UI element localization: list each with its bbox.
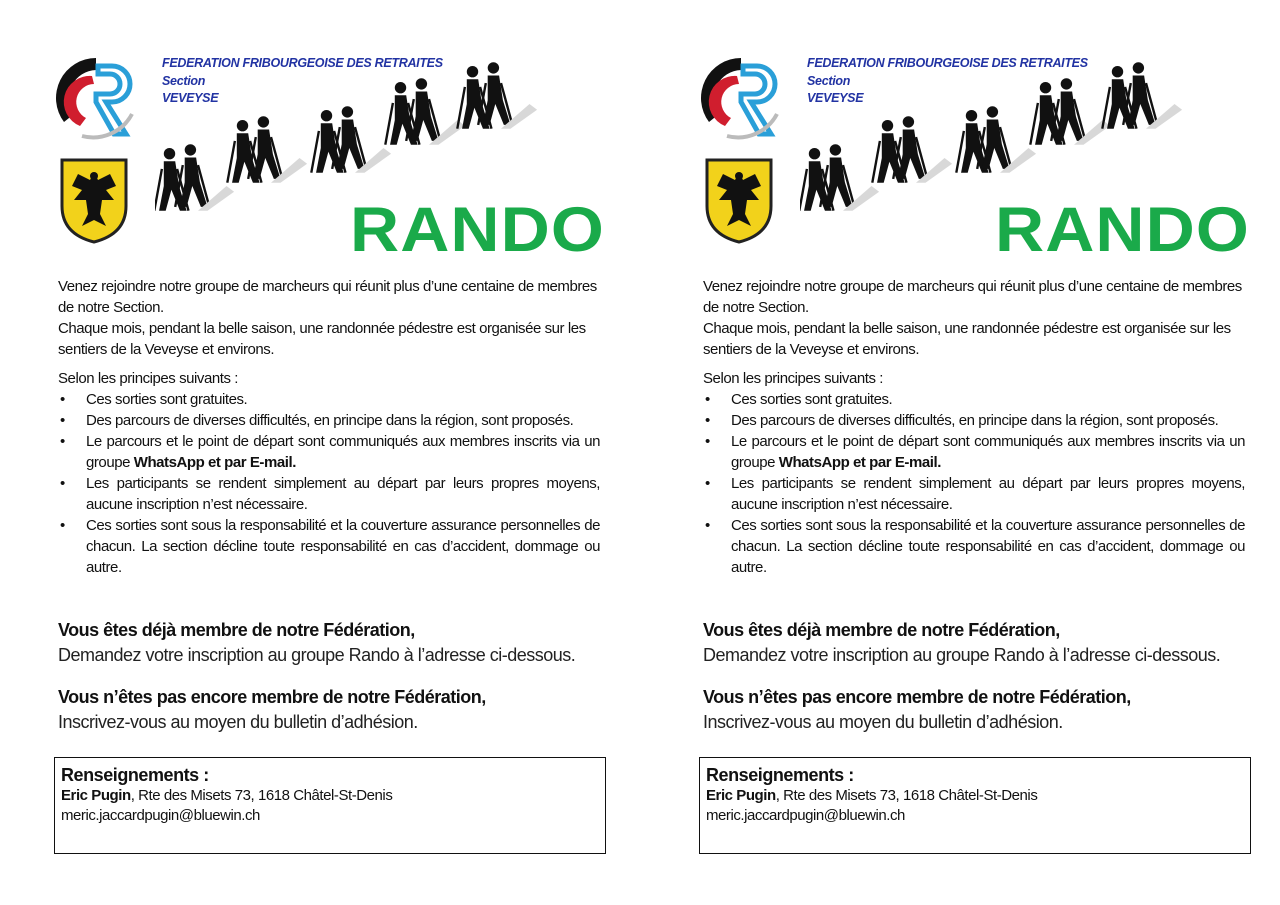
principles-intro: Selon les principes suivants :	[703, 370, 883, 387]
principles-intro: Selon les principes suivants :	[58, 370, 238, 387]
bullet-icon: •	[705, 391, 710, 408]
contact-box	[54, 757, 606, 854]
principle-text: Le parcours et le point de départ sont communiqués aux membres inscrits via un groupe	[731, 433, 1245, 471]
fr-logo-icon	[52, 52, 140, 144]
eagle-crest-icon	[58, 156, 130, 244]
contact-address	[706, 786, 1244, 806]
principles-list	[703, 389, 1245, 578]
flyer-right	[695, 0, 1255, 905]
bullet-icon: •	[60, 433, 65, 450]
intro-paragraph-2: Chaque mois, pendant la belle saison, une randonnée pédestre est organisée sur les sentiers de la Veveyse et environs.	[58, 320, 586, 358]
federation-section-label: Section	[162, 73, 206, 88]
bullet-icon: •	[60, 517, 65, 534]
nonmember-heading: Vous n’êtes pas encore membre de notre Fédération,	[58, 687, 486, 707]
principle-item	[703, 473, 1245, 515]
federation-section-label: Section	[807, 73, 851, 88]
intro-text	[703, 276, 1245, 578]
intro-paragraph-2: Chaque mois, pendant la belle saison, une randonnée pédestre est organisée sur les sentiers de la Veveyse et environs.	[703, 320, 1231, 358]
principle-text: Les participants se rendent simplement au départ par leurs propres moyens, aucune inscription n’est nécessaire.	[86, 475, 600, 513]
bullet-icon: •	[705, 433, 710, 450]
principle-item	[703, 389, 1245, 410]
contact-title: Renseignements :	[706, 765, 854, 785]
rando-banner: RANDO	[350, 195, 605, 265]
contact-address	[61, 786, 599, 806]
principle-item	[58, 473, 600, 515]
principle-bold-text: WhatsApp et par E-mail.	[133, 454, 296, 471]
rando-banner: RANDO	[995, 195, 1250, 265]
contact-name: Eric Pugin	[61, 787, 131, 804]
bullet-icon: •	[705, 475, 710, 492]
federation-section-name: VEVEYSE	[162, 91, 219, 105]
federation-name: FEDERATION FRIBOURGEOISE DES RETRAITES	[162, 56, 443, 70]
federation-name: FEDERATION FRIBOURGEOISE DES RETRAITES	[807, 56, 1088, 70]
principle-text: Ces sorties sont sous la responsabilité et la couverture assurance personnelles de chacun. La section décline toute responsabilité en cas d’accident, dommage ou autre.	[86, 517, 600, 576]
intro-text	[58, 276, 600, 578]
principle-item	[58, 515, 600, 578]
principle-item	[58, 431, 600, 473]
contact-street: , Rte des Misets 73, 1618 Châtel-St-Denis	[775, 787, 1038, 804]
contact-title: Renseignements :	[61, 765, 209, 785]
nonmember-text: Inscrivez-vous au moyen du bulletin d’adhésion.	[703, 712, 1063, 732]
bullet-icon: •	[705, 517, 710, 534]
principle-text: Les participants se rendent simplement au départ par leurs propres moyens, aucune inscription n’est nécessaire.	[731, 475, 1245, 513]
member-section	[58, 618, 618, 668]
principle-item	[703, 515, 1245, 578]
federation-section-name: VEVEYSE	[807, 91, 864, 105]
principle-text: Ces sorties sont sous la responsabilité et la couverture assurance personnelles de chacun. La section décline toute responsabilité en cas d’accident, dommage ou autre.	[731, 517, 1245, 576]
principle-item	[58, 410, 600, 431]
principles-list	[58, 389, 600, 578]
principle-text: Des parcours de diverses difficultés, en principe dans la région, sont proposés.	[731, 412, 1219, 429]
eagle-crest-icon	[703, 156, 775, 244]
member-text: Demandez votre inscription au groupe Rando à l’adresse ci-dessous.	[58, 645, 576, 665]
principle-item	[703, 410, 1245, 431]
principle-text: Ces sorties sont gratuites.	[86, 391, 248, 408]
member-text: Demandez votre inscription au groupe Rando à l’adresse ci-dessous.	[703, 645, 1221, 665]
nonmember-text: Inscrivez-vous au moyen du bulletin d’adhésion.	[58, 712, 418, 732]
member-heading: Vous êtes déjà membre de notre Fédération,	[58, 620, 415, 640]
bullet-icon: •	[705, 412, 710, 429]
member-section	[703, 618, 1263, 668]
bullet-icon: •	[60, 412, 65, 429]
principle-item	[58, 389, 600, 410]
contact-email[interactable]: meric.jaccardpugin@bluewin.ch	[61, 807, 260, 824]
contact-box	[699, 757, 1251, 854]
principle-text: Le parcours et le point de départ sont communiqués aux membres inscrits via un groupe	[86, 433, 600, 471]
bullet-icon: •	[60, 475, 65, 492]
contact-street: , Rte des Misets 73, 1618 Châtel-St-Denis	[130, 787, 393, 804]
principle-item	[703, 431, 1245, 473]
nonmember-section	[703, 685, 1263, 735]
intro-paragraph-1: Venez rejoindre notre groupe de marcheurs qui réunit plus d’une centaine de membres de notre Section.	[703, 278, 1242, 316]
nonmember-heading: Vous n’êtes pas encore membre de notre Fédération,	[703, 687, 1131, 707]
member-heading: Vous êtes déjà membre de notre Fédération,	[703, 620, 1060, 640]
principle-bold-text: WhatsApp et par E-mail.	[778, 454, 941, 471]
principle-text: Des parcours de diverses difficultés, en principe dans la région, sont proposés.	[86, 412, 574, 429]
fr-logo-icon	[697, 52, 785, 144]
flyer-left	[50, 0, 610, 905]
contact-email[interactable]: meric.jaccardpugin@bluewin.ch	[706, 807, 905, 824]
nonmember-section	[58, 685, 618, 735]
principle-text: Ces sorties sont gratuites.	[731, 391, 893, 408]
intro-paragraph-1: Venez rejoindre notre groupe de marcheurs qui réunit plus d’une centaine de membres de notre Section.	[58, 278, 597, 316]
bullet-icon: •	[60, 391, 65, 408]
contact-name: Eric Pugin	[706, 787, 776, 804]
